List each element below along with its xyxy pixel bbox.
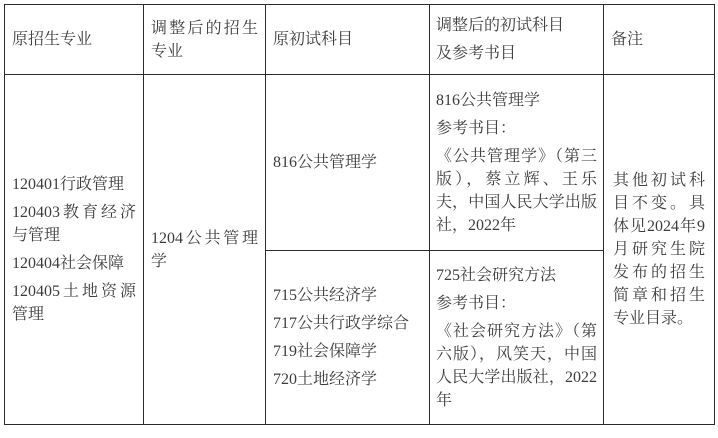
- cell-original-majors: [5, 75, 144, 425]
- cell-adjusted-subject-row1: [430, 75, 604, 251]
- header-adjusted-major: [144, 5, 266, 75]
- header-original-subjects: [266, 5, 430, 75]
- original-major-item: 120405土地资源管理: [12, 283, 136, 323]
- cell-remark: [604, 75, 715, 425]
- remark-text: 其他初试科目不变。具体见2024年9月研究生院发布的招生简章和招生专业目录。: [613, 172, 705, 327]
- subject-adjustment-table: [4, 4, 715, 425]
- header-adjusted-subjects-label-line2: 及参考书目: [436, 45, 517, 62]
- header-original-subjects-label: 原初试科目: [273, 31, 354, 48]
- cell-adjusted-subject-row2: [430, 251, 604, 425]
- reference-book-text: 《社会研究方法》（第六版），风笑天，中国人民大学出版社，2022年: [436, 322, 597, 409]
- adjusted-major-text: 1204公共管理学: [151, 229, 258, 270]
- header-adjusted-subjects-label-line1: 调整后的初试科目: [436, 17, 565, 34]
- header-original-major-label: 原招生专业: [12, 31, 93, 48]
- cell-original-subjects-row2: [266, 251, 430, 425]
- table-body-row-1: [5, 75, 715, 251]
- adjusted-subject-text: 816公共管理学: [436, 91, 541, 109]
- header-adjusted-major-label: 调整后的招生专业: [151, 19, 258, 60]
- original-major-item: 120404社会保障: [12, 255, 125, 272]
- cell-adjusted-major: [144, 75, 266, 425]
- original-subject-item: 720土地经济学: [273, 371, 378, 388]
- original-subject-item: 816公共管理学: [273, 154, 378, 171]
- original-subject-item: 719社会保障学: [273, 343, 378, 360]
- reference-book-text: 《公共管理学》（第三版），蔡立辉、王乐夫，中国人民大学出版社，2022年: [436, 147, 597, 234]
- original-major-item: 120401行政管理: [12, 176, 125, 193]
- table-header-row: [5, 5, 715, 75]
- header-adjusted-subjects: [430, 5, 604, 75]
- reference-label: 参考书目：: [436, 119, 517, 137]
- original-subject-item: 717公共行政学综合: [273, 315, 410, 332]
- header-original-major: [5, 5, 144, 75]
- adjusted-subject-text: 725社会研究方法: [436, 266, 557, 284]
- original-subject-item: 715公共经济学: [273, 287, 378, 304]
- header-remark-label: 备注: [611, 31, 644, 48]
- cell-original-subject-row1: [266, 75, 430, 251]
- reference-label: 参考书目：: [436, 294, 517, 312]
- original-major-item: 120403教育经济与管理: [12, 204, 136, 244]
- header-remark: [604, 5, 715, 75]
